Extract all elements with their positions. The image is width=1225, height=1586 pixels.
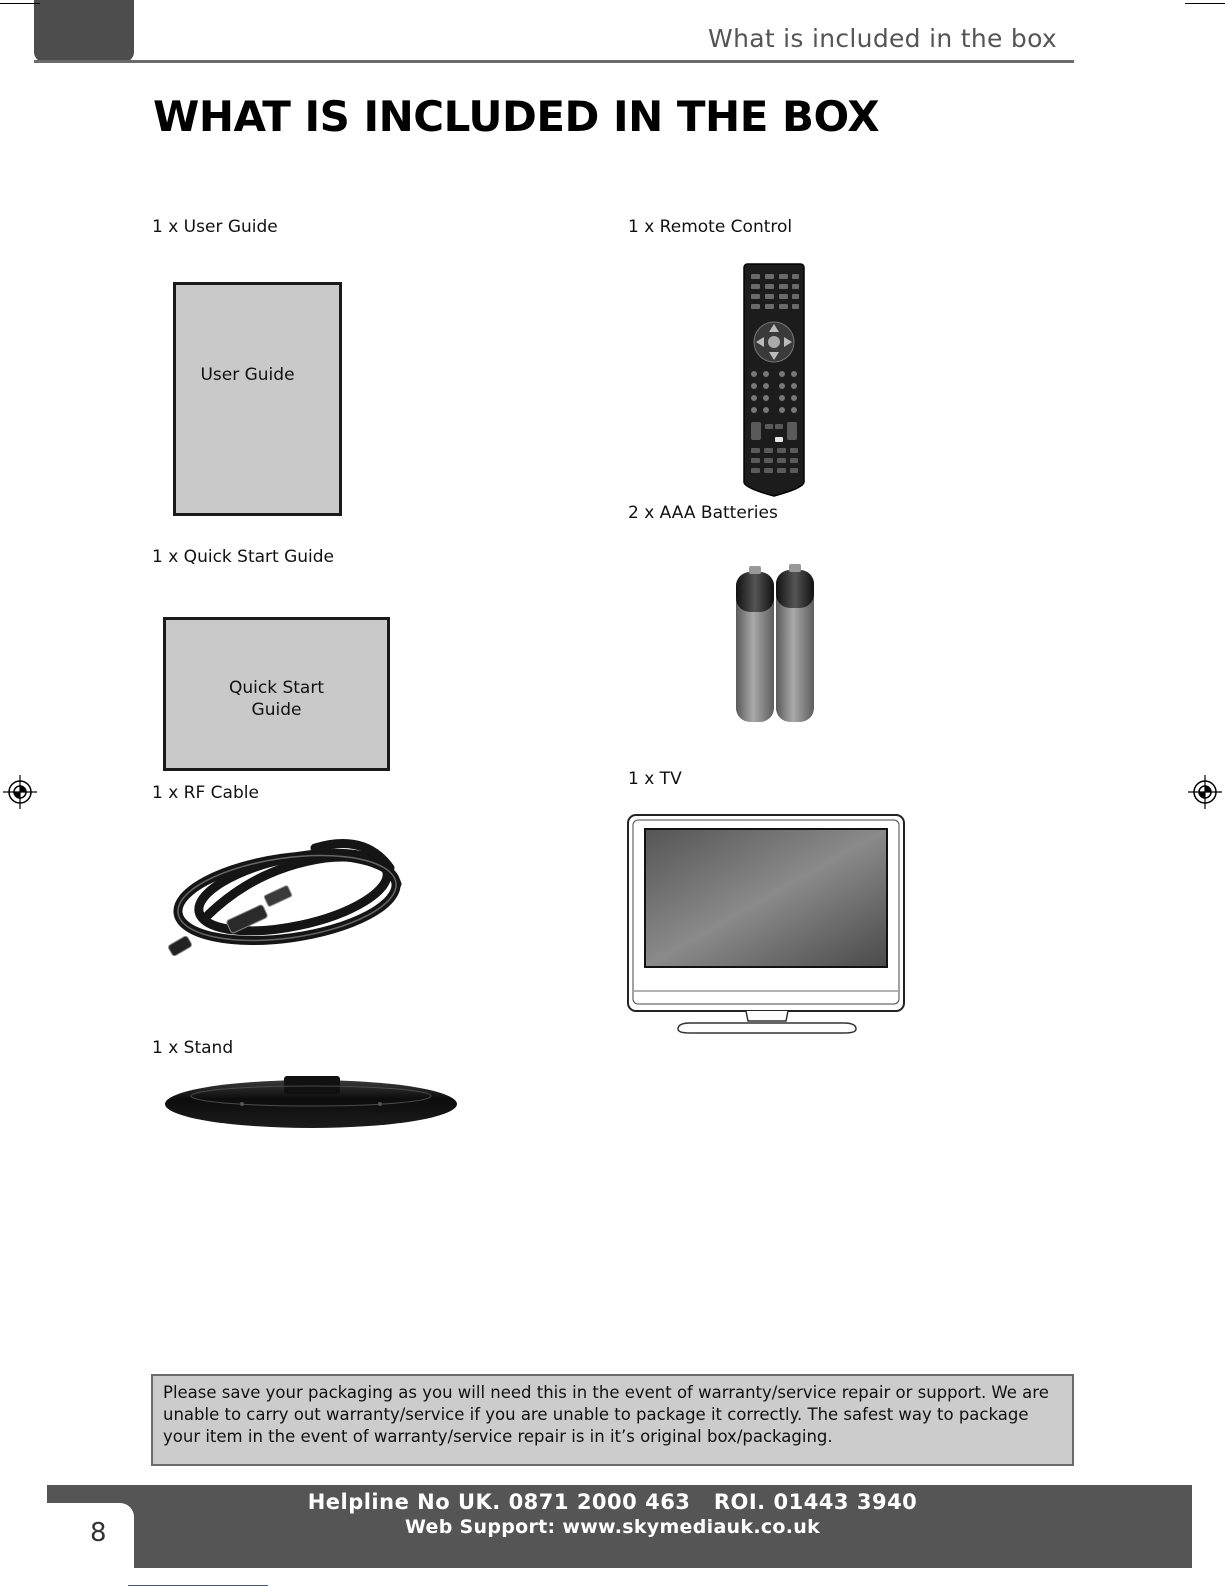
quick-start-illustration-line-1: Quick Start — [228, 678, 324, 698]
packaging-notice: Please save your packaging as you will need this in the event of warranty/service repair or support. We are unable to carry out warranty/service if you are unable to package it correctly. The safest way to package your item in the event of warranty/service repair is in it’s original box/packaging. — [151, 1374, 1074, 1466]
tv-label: 1 x TV — [628, 769, 682, 789]
registration-mark-icon — [3, 775, 37, 809]
header-section-title: What is included in the box — [708, 24, 1057, 53]
page-number-tab — [0, 1503, 134, 1571]
crop-mark-top-right — [1185, 3, 1225, 4]
tv-stand-icon — [160, 1074, 462, 1132]
rf-cable-label: 1 x RF Cable — [152, 783, 259, 803]
batteries-icon — [732, 562, 818, 726]
page-title: WHAT IS INCLUDED IN THE BOX — [153, 92, 880, 141]
helpline-text: Helpline No UK. 0871 2000 463 ROI. 01443 3940 — [307, 1490, 918, 1514]
user-guide-illustration-text: User Guide — [200, 365, 295, 385]
registration-mark-icon — [1188, 775, 1222, 809]
batteries-label: 2 x AAA Batteries — [628, 503, 778, 523]
quick-start-guide-illustration — [163, 617, 390, 771]
crop-mark-top-left — [0, 3, 40, 4]
user-guide-illustration — [173, 282, 342, 516]
stand-label: 1 x Stand — [152, 1038, 234, 1058]
page-number: 8 — [90, 1518, 107, 1548]
quick-start-illustration-line-2: Guide — [251, 700, 302, 720]
tv-icon — [626, 813, 908, 1037]
remote-control-label: 1 x Remote Control — [628, 217, 793, 237]
quick-start-guide-label: 1 x Quick Start Guide — [152, 547, 335, 567]
remote-control-icon — [742, 262, 806, 498]
web-support-text: Web Support: www.skymediauk.co.uk — [404, 1516, 821, 1538]
rf-cable-icon — [165, 828, 410, 958]
user-guide-label: 1 x User Guide — [152, 217, 278, 237]
header-rule — [34, 60, 1074, 63]
header-tab — [34, 0, 134, 62]
